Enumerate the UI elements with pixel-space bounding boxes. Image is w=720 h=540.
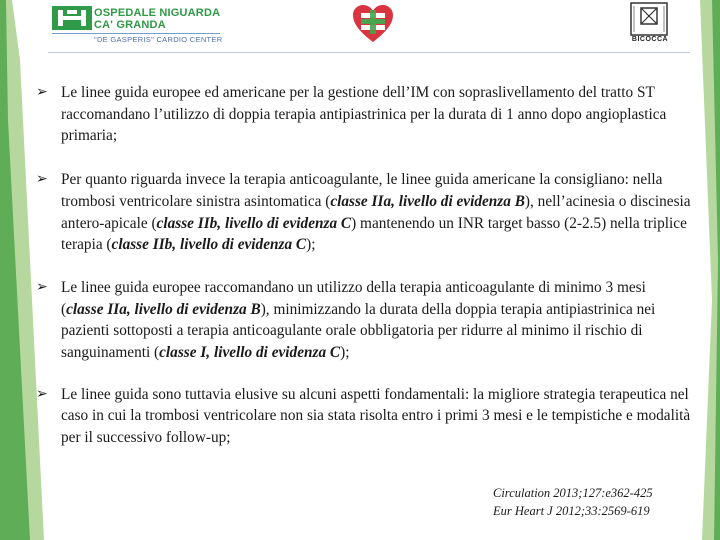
bullet-text: ), minimizzando la durata della doppia terapia antipiastrinica nei pazienti sottoposti a terapia anticoagulante orale obbligatoria per ridurre al minimo il rischio di sanguinamenti ( <box>61 300 656 362</box>
bullet-text: ); <box>306 236 316 254</box>
hospital-logo <box>52 4 222 46</box>
bullet-text: ); <box>340 344 350 362</box>
hospital-logo-line1: OSPEDALE NIGUARDA <box>94 7 221 19</box>
evidence-class: classe IIa, livello di evidenza B <box>330 192 525 210</box>
citations <box>493 484 653 520</box>
hospital-logo-line2: CA' GRANDA <box>94 19 166 31</box>
bullet-item <box>36 169 692 256</box>
bullet-text: Per quanto riguarda invece la terapia anticoagulante, le linee guida americane la consigliano: nella trombosi ventricolare sinistra asintomatica ( <box>61 171 663 210</box>
bullet-list <box>36 82 692 471</box>
bullet-item <box>36 82 692 147</box>
bullet-text: ), nell’acinesia o discinesia antero-apicale ( <box>61 192 691 232</box>
evidence-class: classe IIb, livello di evidenza C <box>156 214 352 232</box>
bullet-text: Le linee guida sono tuttavia elusive su alcuni aspetti fondamentali: la migliore strategia terapeutica nel caso in cui la trombosi ventricolare non sia stata risolta entro i primi 3 mesi e le tempistiche e modalità per il successivo follow-up; <box>61 385 691 447</box>
hospital-logo-rule <box>52 33 220 34</box>
arrow-bullet-icon: ➢ <box>36 385 48 402</box>
arrow-bullet-icon: ➢ <box>36 171 48 188</box>
arrow-bullet-icon: ➢ <box>36 84 48 100</box>
header-divider <box>48 52 690 53</box>
evidence-class: classe IIa, livello di evidenza B <box>66 300 261 318</box>
bullet-text: ) mantenendo un INR target basso (2-2.5) nella triplice terapia ( <box>61 214 687 254</box>
evidence-class: classe I, livello di evidenza C <box>159 344 341 362</box>
slide-header <box>0 0 720 54</box>
hospital-logo-mark-icon <box>52 6 92 30</box>
university-emblem-icon <box>628 2 670 36</box>
heart-emblem-icon <box>352 4 394 44</box>
university-logo-text: BICOCCA <box>631 36 669 43</box>
hospital-logo-subtitle: "DE GASPERIS" CARDIO CENTER <box>94 35 223 44</box>
citation-eur-heart-j: Eur Heart J 2012;33:2569-619 <box>493 504 650 518</box>
bullet-item <box>36 277 692 364</box>
bullet-text: Le linee guida europee raccomandano un utilizzo della terapia anticoagulante di minimo 3 mesi ( <box>61 278 646 318</box>
bullet-text: Le linee guida europee ed americane per la gestione dell’IM con sopraslivellamento del tratto ST raccomandano l’utilizzo di doppia terapia antipiastrinica per la durata di 1 anno dopo angioplastica primaria; <box>61 84 667 145</box>
evidence-class: classe IIb, livello di evidenza C <box>111 236 307 254</box>
citation-circulation: Circulation 2013;127:e362-425 <box>493 486 653 500</box>
arrow-bullet-icon: ➢ <box>36 278 48 295</box>
bullet-item <box>36 384 692 449</box>
